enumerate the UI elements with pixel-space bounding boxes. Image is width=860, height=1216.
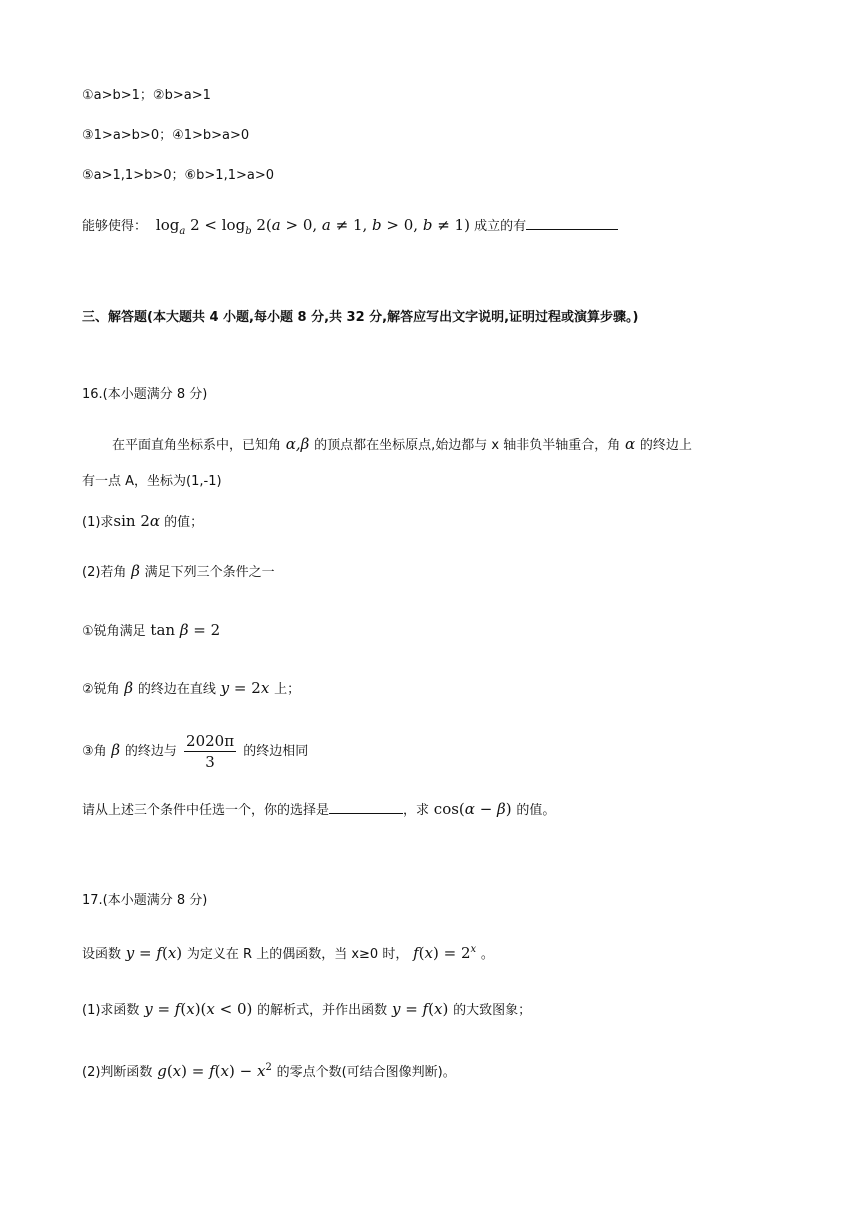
q16-text-1: 在平面直角坐标系中，已知角 (112, 438, 282, 453)
fraction-numerator: 2020π (186, 732, 235, 750)
tan-beta-eq: tan β = 2 (145, 621, 221, 639)
q15-suffix: 成立的有 (474, 219, 527, 234)
section-3-heading: 三、解答题(本大题共 4 小题,每小题 8 分,共 32 分,解答应写出文字说明,证明过程或演算步骤。) (82, 310, 639, 325)
option-line-2: ③1>a>b>0；④1>b>a>0 (82, 128, 250, 143)
q16-final-instruction (82, 799, 555, 821)
gx-eq-fx-minus-x2: $g(x) = f(x) - x^2$ (157, 1062, 272, 1080)
q17-part2-text-b: 的零点个数(可结合图像判断)。 (276, 1065, 456, 1080)
option-line-1: ①a>b>1；②b>a>1 (82, 88, 211, 103)
q17-text-a: 设函数 (82, 947, 122, 962)
sin-2alpha: sin 2α (113, 512, 161, 530)
q16-part1-label: (1)求 (82, 515, 114, 530)
q16-statement-line-1 (112, 434, 692, 456)
q17-part1-text-b: 的解析式，并作出函数 (257, 1003, 388, 1018)
choice-answer-blank (329, 799, 403, 814)
q16-part2-tail: 满足下列三个条件之一 (144, 565, 275, 580)
condition-3 (82, 728, 308, 774)
q16-final-text-c: 的值。 (516, 803, 556, 818)
q16-part2-label: (2)若角 (82, 565, 127, 580)
q16-text-2: 的顶点都在坐标原点,始边都与 x 轴非负半轴重合，角 (314, 438, 621, 453)
question-15-condition (82, 215, 618, 242)
q15-prefix: 能够使得： (82, 219, 148, 234)
q16-final-text-b: ，求 (403, 803, 430, 818)
fraction-2020pi-over-3 (184, 731, 236, 772)
condition-2 (82, 678, 300, 700)
condition-1 (82, 620, 220, 642)
question-17-header: 17.(本小题满分 8 分) (82, 893, 208, 908)
q17-part-1 (82, 999, 531, 1021)
q17-statement (82, 940, 494, 965)
q16-part-1 (82, 511, 203, 533)
alpha-symbol: α (620, 435, 640, 453)
q15-inequality: $\log_a 2 < \log_b 2(a > 0$, a ≠ 1, b > 0, b ≠ 1) (151, 216, 470, 237)
beta-symbol: β (106, 741, 125, 759)
fx-eq-2x: $f(x) = 2^x$ (413, 944, 477, 962)
condition-1-text: ①锐角满足 (82, 624, 146, 639)
line-equation: y = 2x (220, 679, 270, 697)
beta-symbol: β (119, 679, 138, 697)
y-eq-fx: y = f(x) (125, 944, 187, 962)
question-16-header: 16.(本小题满分 8 分) (82, 387, 208, 402)
y-eq-fx: y = f(x) (391, 1000, 454, 1018)
condition-3-text-a: ③角 (82, 744, 107, 759)
cos-alpha-minus-beta: cos(α − β) (429, 800, 517, 818)
q16-text-3: 的终边上 (639, 438, 692, 453)
q17-part2-label: (2)判断函数 (82, 1065, 153, 1080)
q16-part-2 (82, 561, 275, 583)
fraction-denominator: 3 (205, 753, 215, 771)
q17-text-b: 为定义在 R 上的偶函数，当 x≥0 时， (186, 947, 409, 962)
q16-part1-tail: 的值； (164, 515, 204, 530)
y-eq-fx-x-lt-0: y = f(x)(x < 0) (144, 1000, 258, 1018)
condition-2-text-c: 上； (274, 682, 301, 697)
alpha-beta-symbol: α,β (281, 435, 315, 453)
q17-part1-label: (1)求函数 (82, 1003, 140, 1018)
condition-2-text-b: 的终边在直线 (137, 682, 216, 697)
beta-symbol: β (126, 562, 145, 580)
q16-statement-line-2: 有一点 A，坐标为(1,-1) (82, 474, 222, 489)
q17-part1-text-c: 的大致图象； (453, 1003, 532, 1018)
q17-part-2 (82, 1058, 456, 1083)
q16-final-text-a: 请从上述三个条件中任选一个，你的选择是 (82, 803, 330, 818)
condition-2-text-a: ②锐角 (82, 682, 120, 697)
q17-text-c: 。 (480, 947, 494, 962)
condition-3-text-b: 的终边与 (124, 744, 177, 759)
option-line-3: ⑤a>1,1>b>0；⑥b>1,1>a>0 (82, 168, 274, 183)
condition-3-text-c: 的终边相同 (243, 744, 309, 759)
q15-answer-blank (526, 215, 618, 230)
